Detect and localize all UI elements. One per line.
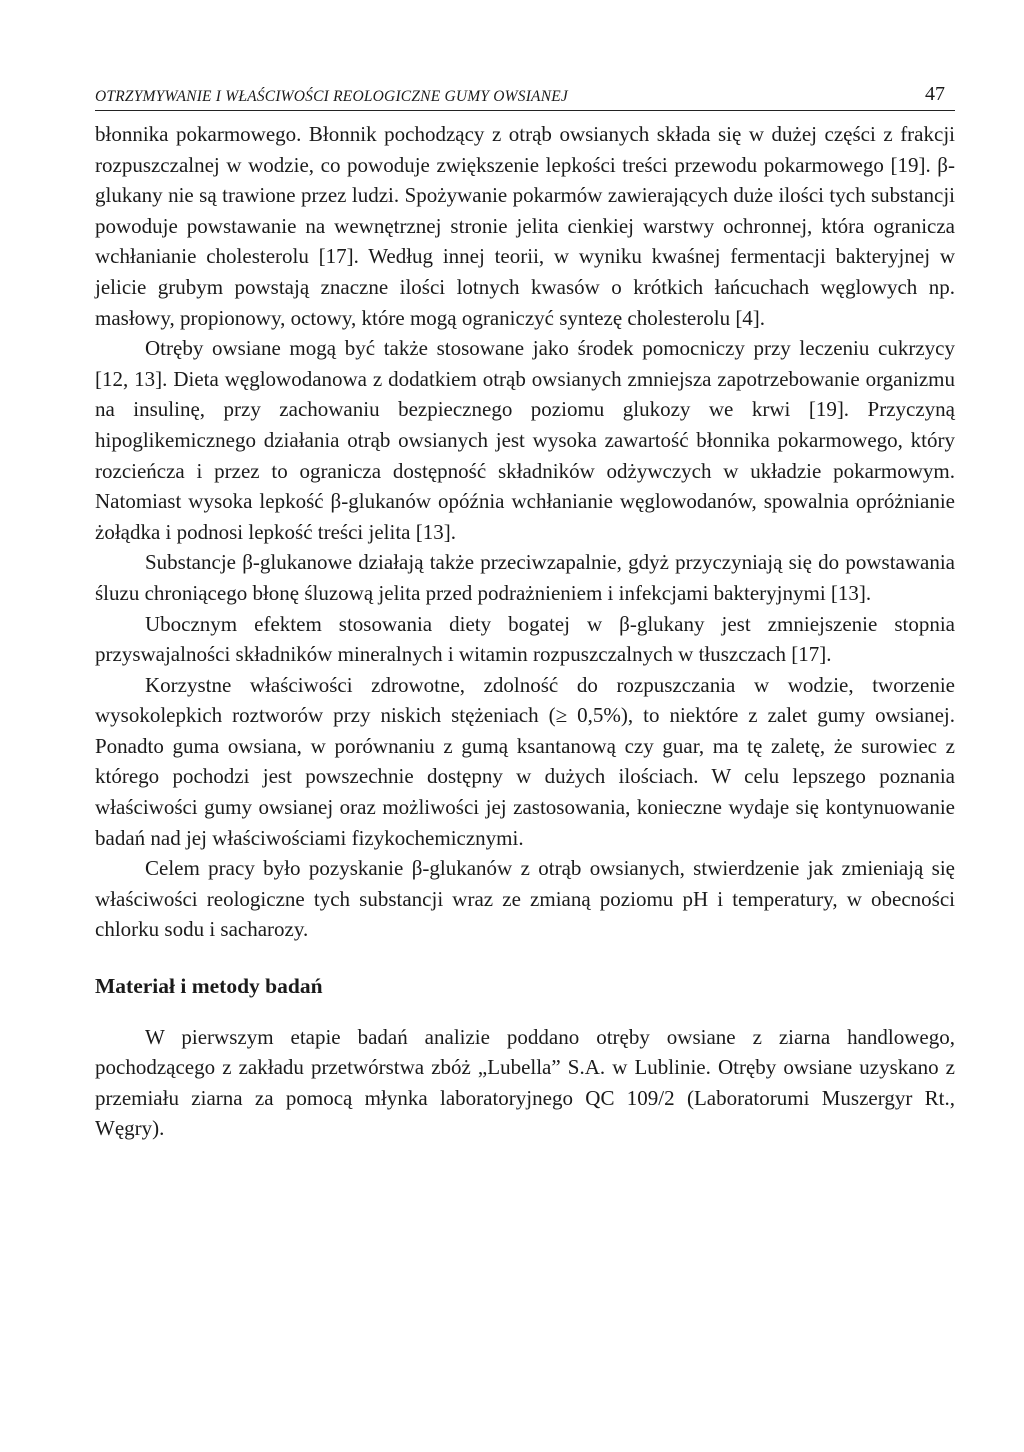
paragraph-6: Celem pracy było pozyskanie β-glukanów z otrąb owsianych, stwierdzenie jak zmieniają się właściwości reologiczne tych substancji wraz ze zmianą poziomu pH i temperatury, w obecności chlorku sodu i sacharozy.	[95, 856, 955, 942]
running-title: OTRZYMYWANIE I WŁAŚCIWOŚCI REOLOGICZNE GUMY OWSIANEJ	[95, 88, 569, 105]
body-text	[95, 119, 955, 1144]
section-heading: Materiał i metody badań	[95, 974, 323, 999]
paragraph-4: Ubocznym efektem stosowania diety bogatej w β-glukany jest zmniejszenie stopnia przyswajalności składników mineralnych i witamin rozpuszczalnych w tłuszczach [17].	[95, 611, 955, 667]
page	[95, 78, 955, 1144]
paragraph-2: Otręby owsiane mogą być także stosowane jako środek pomocniczy przy leczeniu cukrzycy [12, 13]. Dieta węglowodanowa z dodatkiem otrąb owsianych zmniejsza zapotrzebowanie organizmu na insulinę, przy zachowaniu bezpiecznego poziomu glukozy we krwi [19]. Przyczyną hipoglikemicznego działania otrąb owsianych jest wysoka zawartość błonnika pokarmowego, który rozcieńcza i przez to ogranicza dostępność składników odżywczych w układzie pokarmowym. Natomiast wysoka lepkość β-glukanów opóźnia wchłanianie węglowodanów, spowalnia opróżnianie żołądka i podnosi lepkość treści jelita [13].	[95, 336, 955, 544]
section-paragraph: W pierwszym etapie badań analizie poddano otręby owsiane z ziarna handlowego, pochodzącego z zakładu przetwórstwa zbóż „Lubella” S.A. w Lublinie. Otręby owsiane uzyskano z przemiału ziarna za pomocą młynka laboratoryjnego QC 109/2 (Laboratorumi Muszergyr Rt., Węgry).	[95, 1024, 955, 1141]
running-header	[95, 78, 955, 111]
paragraph-3: Substancje β-glukanowe działają także przeciwzapalnie, gdyż przyczyniają się do powstawania śluzu chroniącego błonę śluzową jelita przed podrażnieniem i infekcjami bakteryjnymi [13].	[95, 550, 955, 605]
paragraph-5: Korzystne właściwości zdrowotne, zdolność do rozpuszczania w wodzie, tworzenie wysokolepkich roztworów przy niskich stężeniach (≥ 0,5%), to niektóre z zalet gumy owsianej. Ponadto guma owsiana, w porównaniu z gumą ksantanową czy guar, ma tę zaletę, że surowiec z którego pochodzi jest powszechnie dostępny w dużych ilościach. W celu lepszego poznania właściwości gumy owsianej oraz możliwości jej zastosowania, konieczne wydaje się kontynuowanie badań nad jej właściwościami fizykochemicznymi.	[95, 672, 955, 850]
page-number: 47	[925, 83, 945, 105]
paragraph-1: błonnika pokarmowego. Błonnik pochodzący z otrąb owsianych składa się w dużej części z frakcji rozpuszczalnej w wodzie, co powoduje zwiększenie lepkości treści przewodu pokarmowego [19]. β-glukany nie są trawione przez ludzi. Spożywanie pokarmów zawierających duże ilości tych substancji powoduje powstawanie na wewnętrznej stronie jelita cienkiej warstwy ochronnej, która ogranicza wchłanianie cholesterolu [17]. Według innej teorii, w wyniku kwaśnej fermentacji bakteryjnej w jelicie grubym powstają znaczne ilości lotnych kwasów o krótkich łańcuchach węglowych np. masłowy, propionowy, octowy, które mogą ograniczyć syntezę cholesterolu [4].	[95, 122, 955, 330]
